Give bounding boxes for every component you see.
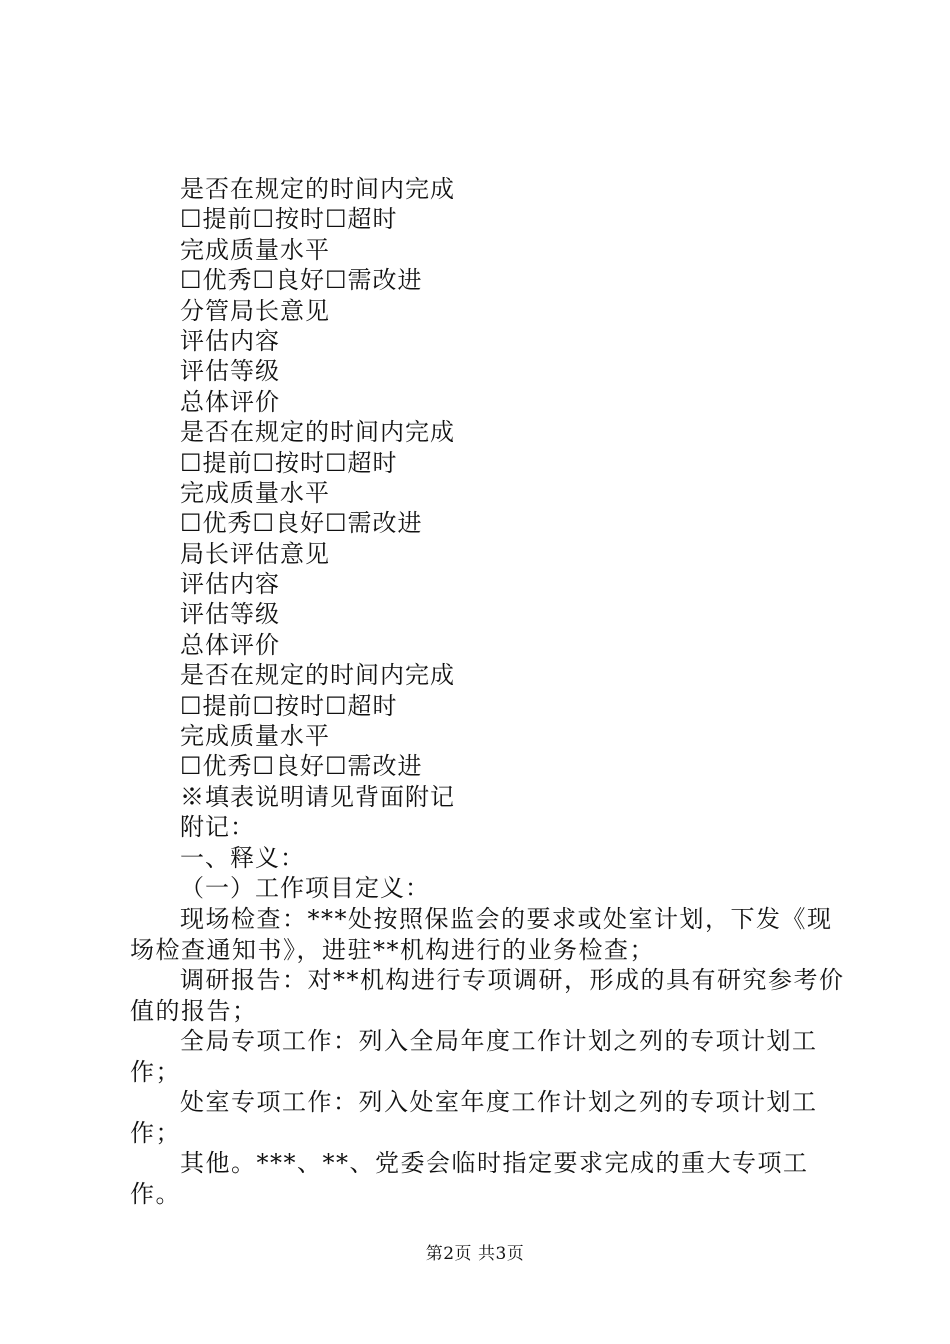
form-line: 完成质量水平 [180,478,330,507]
form-line: 总体评价 [180,630,280,659]
form-line: 局长评估意见 [180,539,330,568]
form-line: ☐优秀☐良好☐需改进 [180,509,423,538]
form-line: 是否在规定的时间内完成 [180,418,455,447]
form-line: ☐提前☐按时☐超时 [180,448,398,477]
form-line: 完成质量水平 [180,722,330,751]
paragraph: 调研报告：对**机构进行专项调研，形成的具有研究参考价值的报告； [130,966,845,1025]
form-line: 分管局长意见 [180,296,330,325]
form-line: 评估内容 [180,570,280,599]
form-line: ☐优秀☐良好☐需改进 [180,266,423,295]
paragraph: 全局专项工作：列入全局年度工作计划之列的专项计划工作； [130,1027,818,1086]
note-line: ※填表说明请见背面附记 [180,782,455,811]
form-line: ☐提前☐按时☐超时 [180,205,398,234]
paragraph: 处室专项工作：列入处室年度工作计划之列的专项计划工作； [130,1088,818,1147]
page-footer: 第2页 共3页 [425,1244,525,1264]
paragraph: 现场检查：***处按照保监会的要求或处室计划，下发《现场检查通知书》，进驻**机构进行的业务检查； [130,905,833,964]
form-line: 评估内容 [180,326,280,355]
form-lines [180,174,880,903]
appendix-heading: 附记： [180,813,255,842]
paragraph: 其他。***、**、党委会临时指定要求完成的重大专项工作。 [130,1149,809,1208]
form-line: 评估等级 [180,600,280,629]
form-line: 总体评价 [180,387,280,416]
section-heading: 一、释义： [180,843,305,872]
form-line: ☐优秀☐良好☐需改进 [180,752,423,781]
form-line: 评估等级 [180,357,280,386]
form-line: 完成质量水平 [180,235,330,264]
form-line: ☐提前☐按时☐超时 [180,691,398,720]
form-line: 是否在规定的时间内完成 [180,175,455,203]
subsection-heading: （一）工作项目定义： [180,873,430,902]
definition-paragraphs [130,904,850,1209]
form-line: 是否在规定的时间内完成 [180,661,455,690]
